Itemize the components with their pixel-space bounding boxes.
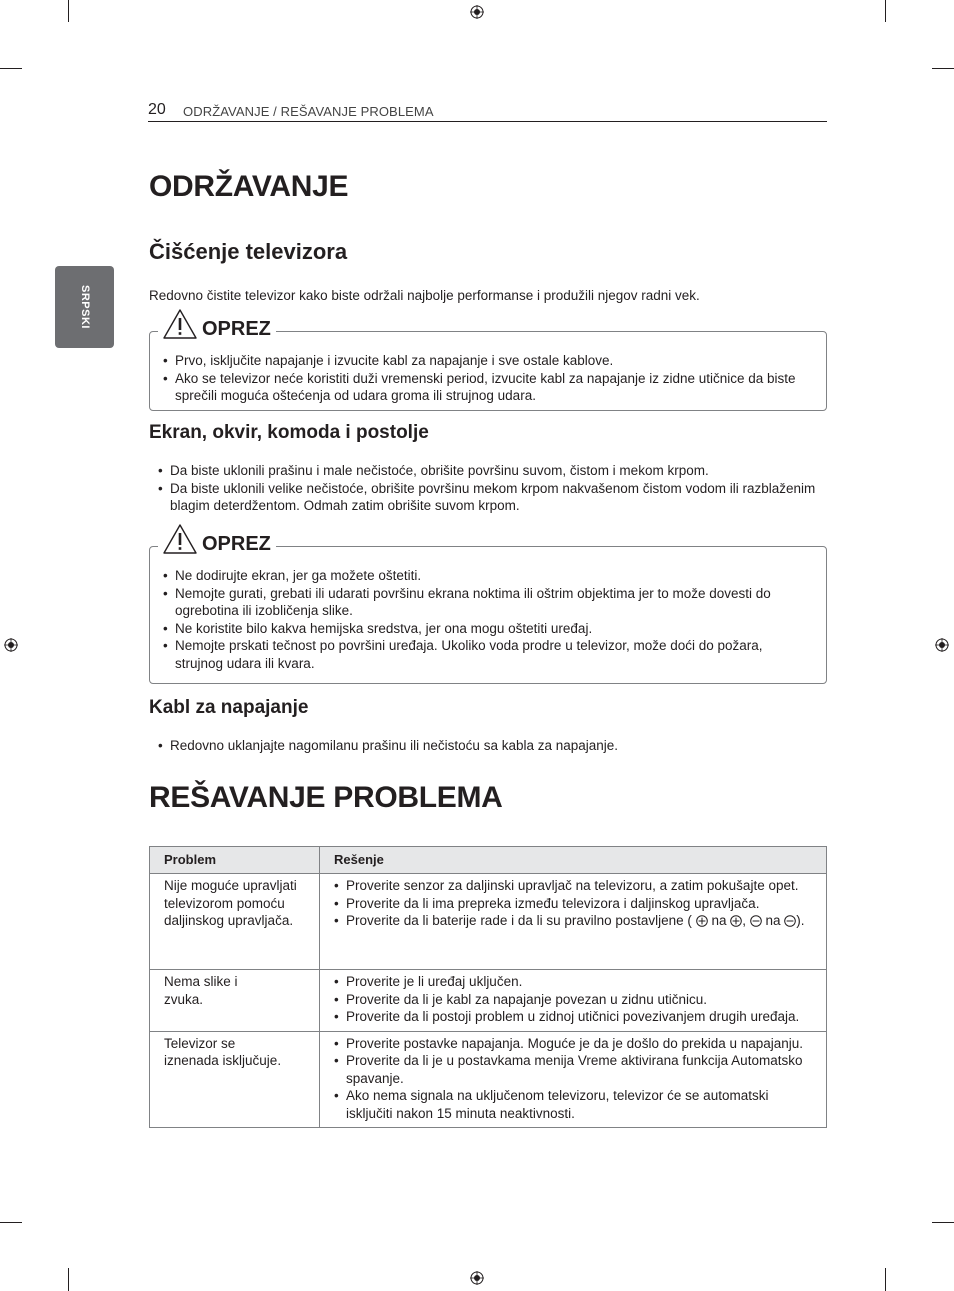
power-cable-title: Kabl za napajanje <box>149 697 309 718</box>
table-row <box>150 1031 827 1128</box>
screen-title: Ekran, okvir, komoda i postolje <box>149 422 429 443</box>
battery-text-start: Proverite da li baterije rade i da li su pravilno postavljene ( <box>346 913 692 929</box>
solution-list <box>334 877 812 930</box>
list-item: • Proverite da li ima prepreka između televizora i daljinskog upravljača. <box>334 895 812 913</box>
warning-triangle-icon <box>162 523 198 555</box>
battery-text-na: na <box>707 913 731 929</box>
crop-mark <box>68 0 69 22</box>
list-item: • Da biste uklonili velike nečistoće, obrišite površinu mekom krpom nakvašenom čistom vodom ili razblaženim blagim deterdžentom. Odmah zatim obrišite suvom krpom. <box>158 480 818 515</box>
caution-box <box>149 546 827 684</box>
list-item: • Ne dodirujte ekran, jer ga možete oštetiti. <box>163 567 813 585</box>
list-item: • Ne koristite bilo kakva hemijska sredstva, jer ona mogu oštetiti uređaj. <box>163 620 813 638</box>
solution-cell <box>320 1031 827 1128</box>
power-cable-list <box>158 737 818 755</box>
column-header-solution: Rešenje <box>320 847 827 874</box>
list-item: • Nemojte gurati, grebati ili udarati površinu ekrana noktima ili oštrim objektima jer to može dovesti do ogrebotina ili izobličenja slike. <box>163 585 813 620</box>
minus-terminal-icon <box>750 915 762 927</box>
caution-box <box>149 331 827 411</box>
table-header-row <box>150 847 827 874</box>
crop-mark <box>0 68 22 69</box>
registration-mark-icon <box>470 1271 484 1285</box>
screen-care-list <box>158 462 818 515</box>
language-tab <box>55 266 114 348</box>
crop-mark <box>0 1222 22 1223</box>
list-item: • Proverite postavke napajanja. Moguće je da je došlo do prekida u napajanju. <box>334 1035 812 1053</box>
caution-label: OPREZ <box>202 318 271 340</box>
list-item: • Proverite da li je kabl za napajanje povezan u zidnu utičnicu. <box>334 991 812 1009</box>
cleaning-title: Čišćenje televizora <box>149 239 348 264</box>
battery-text-end: ). <box>796 913 805 929</box>
caution-heading <box>158 308 276 340</box>
list-item: • Prvo, isključite napajanje i izvucite kabl za napajanje i sve ostale kablove. <box>163 352 813 370</box>
crop-mark <box>68 1268 69 1291</box>
running-header: ODRŽAVANJE / REŠAVANJE PROBLEMA <box>183 104 434 119</box>
battery-text-na: na <box>761 913 785 929</box>
registration-mark-icon <box>470 5 484 19</box>
crop-mark <box>932 68 954 69</box>
minus-terminal-icon <box>784 915 796 927</box>
battery-text-sep: , <box>742 913 750 929</box>
language-tab-label: SRPSKI <box>78 285 91 329</box>
maintenance-title: ODRŽAVANJE <box>149 170 349 203</box>
list-item: • Ako se televizor neće koristiti duži vremenski period, izvucite kabl za napajanje iz zidne utičnice da biste sprečili moguća oštećenja od udara groma ili strujnog udara. <box>163 370 813 405</box>
list-item: • Proverite da li postoji problem u zidnoj utičnici povezivanjem drugih uređaja. <box>334 1008 812 1026</box>
troubleshooting-table <box>149 846 827 1128</box>
problem-cell: Nema slike i zvuka. <box>150 970 320 1032</box>
list-item: • Da biste uklonili prašinu i male nečistoće, obrišite površinu suvom, čistom i mekom krpom. <box>158 462 818 480</box>
plus-terminal-icon <box>696 915 708 927</box>
solution-list <box>334 1035 812 1123</box>
caution-label: OPREZ <box>202 533 271 555</box>
column-header-problem: Problem <box>150 847 320 874</box>
warning-triangle-icon <box>162 308 198 340</box>
crop-mark <box>885 1268 886 1291</box>
crop-mark <box>932 1222 954 1223</box>
solution-cell <box>320 970 827 1032</box>
list-item: • Proverite je li uređaj uključen. <box>334 973 812 991</box>
crop-mark <box>885 0 886 22</box>
plus-terminal-icon <box>730 915 742 927</box>
list-item: • Ako nema signala na uključenom televizoru, televizor će se automatski isključiti nakon 15 minuta neaktivnosti. <box>334 1087 812 1122</box>
table-row <box>150 970 827 1032</box>
page-number: 20 <box>148 101 166 118</box>
caution-heading <box>158 523 276 555</box>
list-item: • Redovno uklanjajte nagomilanu prašinu ili nečistoću sa kabla za napajanje. <box>158 737 818 755</box>
troubleshooting-title: REŠAVANJE PROBLEMA <box>149 781 503 814</box>
problem-cell: Televizor se iznenada isključuje. <box>150 1031 320 1128</box>
caution-list <box>163 567 813 672</box>
list-item: • Nemojte prskati tečnost po površini uređaja. Ukoliko voda prodre u televizor, može doći do požara, strujnog udara ili kvara. <box>163 637 813 672</box>
registration-mark-icon <box>4 638 18 652</box>
caution-list <box>163 352 813 405</box>
solution-cell <box>320 874 827 970</box>
problem-cell: Nije moguće upravljati televizorom pomoću daljinskog upravljača. <box>150 874 320 970</box>
list-item: • Proverite senzor za daljinski upravljač na televizoru, a zatim pokušajte opet. <box>334 877 812 895</box>
header-rule <box>148 121 827 122</box>
cleaning-intro: Redovno čistite televizor kako biste održali najbolje performanse i produžili njegov radni vek. <box>149 288 700 303</box>
list-item: • Proverite da li je u postavkama menija Vreme aktivirana funkcija Automatsko spavanje. <box>334 1052 812 1087</box>
registration-mark-icon <box>935 638 949 652</box>
list-item <box>334 912 812 930</box>
solution-list <box>334 973 812 1026</box>
table-row <box>150 874 827 970</box>
